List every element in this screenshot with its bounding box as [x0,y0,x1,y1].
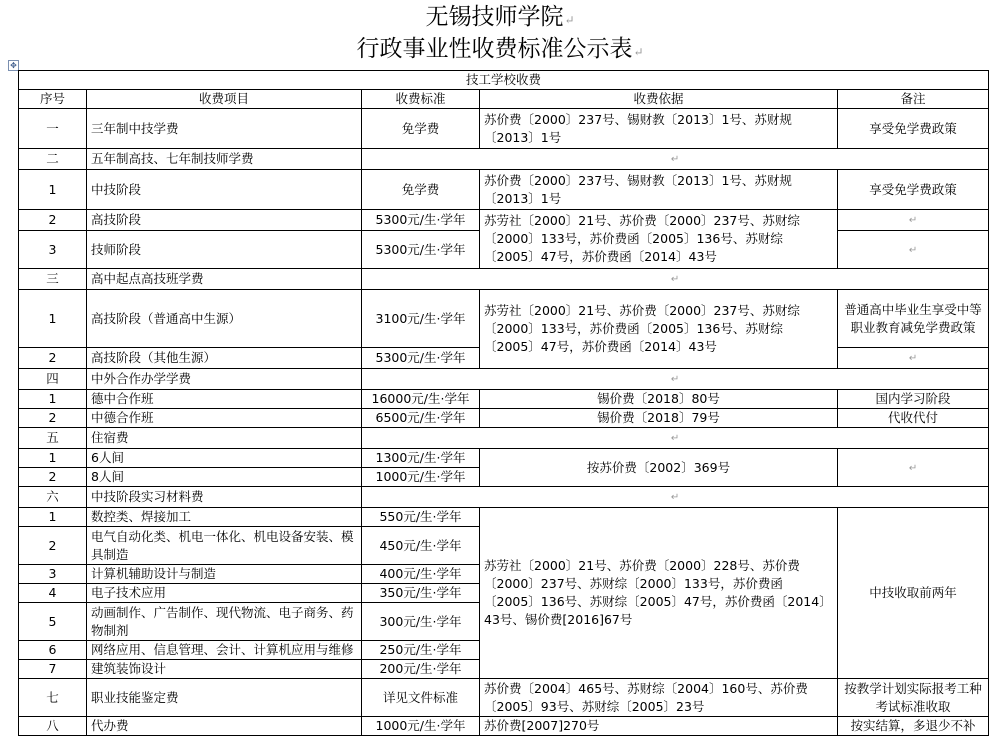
row-no: 二 [19,149,87,170]
row-note: 按教学计划实际报考工种考试标准收取 [838,679,989,717]
row-basis: 苏价费[2007]270号 [480,717,838,736]
row-empty: ↵ [362,487,989,508]
row-no: 1 [19,170,87,210]
row-note: 按实结算，多退少不补 [838,717,989,736]
table-row [19,679,989,717]
table-row [19,369,989,390]
row-item: 住宿费 [87,428,362,449]
row-basis: 苏劳社〔2000〕21号、苏价费〔2000〕228号、苏价费〔2000〕237号、苏财综〔2000〕133号，苏价费函〔2005〕136号、苏财综〔2005〕47号，苏价费函〔2014〕43号、锡价费[2016]67号 [480,508,838,679]
table-row [19,149,989,170]
row-no: 2 [19,468,87,487]
section-title: 技工学校收费 [19,71,989,90]
row-note: ↵ [838,231,989,269]
row-note: ↵ [838,210,989,231]
row-no: 3 [19,231,87,269]
row-basis: 苏价费〔2000〕237号、锡财教〔2013〕1号、苏财规〔2013〕1号 [480,170,838,210]
row-no: 四 [19,369,87,390]
header-note: 备注 [838,90,989,109]
row-no: 1 [19,449,87,468]
row-fee: 3100元/生·学年 [362,290,480,348]
row-item: 中外合作办学学费 [87,369,362,390]
row-basis: 苏劳社〔2000〕21号、苏价费〔2000〕237号、苏财综〔2000〕133号，苏价费函〔2005〕136号、苏财综〔2005〕47号，苏价费函〔2014〕43号 [480,210,838,269]
row-no: 7 [19,660,87,679]
row-item: 职业技能鉴定费 [87,679,362,717]
row-item: 高中起点高技班学费 [87,269,362,290]
row-fee: 300元/生·学年 [362,603,480,641]
header-no: 序号 [19,90,87,109]
row-no: 3 [19,565,87,584]
row-item: 网络应用、信息管理、会计、计算机应用与维修 [87,641,362,660]
row-basis: 苏价费〔2004〕465号、苏财综〔2004〕160号、苏价费〔2005〕93号、苏财综〔2005〕23号 [480,679,838,717]
row-note: 国内学习阶段 [838,390,989,409]
row-note: ↵ [838,449,989,487]
row-fee: 450元/生·学年 [362,527,480,565]
row-no: 六 [19,487,87,508]
row-item: 高技阶段 [87,210,362,231]
row-fee: 5300元/生·学年 [362,231,480,269]
row-note: 享受免学费政策 [838,170,989,210]
row-item: 数控类、焊接加工 [87,508,362,527]
row-note: 普通高中毕业生享受中等职业教育减免学费政策 [838,290,989,348]
row-item: 三年制中技学费 [87,109,362,149]
row-fee: 免学费 [362,109,480,149]
row-empty: ↵ [362,369,989,390]
table-row [19,290,989,348]
row-fee: 1000元/生·学年 [362,468,480,487]
row-no: 1 [19,508,87,527]
row-basis: 按苏价费〔2002〕369号 [480,449,838,487]
row-note: 代收代付 [838,409,989,428]
row-no: 1 [19,290,87,348]
table-header-row [19,90,989,109]
row-item: 技师阶段 [87,231,362,269]
table-row [19,390,989,409]
row-fee: 550元/生·学年 [362,508,480,527]
row-fee: 6500元/生·学年 [362,409,480,428]
table-section-row [19,71,989,90]
row-item: 电气自动化类、机电一体化、机电设备安装、模具制造 [87,527,362,565]
row-no: 4 [19,584,87,603]
row-fee: 200元/生·学年 [362,660,480,679]
row-basis: 锡价费〔2018〕79号 [480,409,838,428]
row-basis: 苏劳社〔2000〕21号、苏价费〔2000〕237号、苏财综〔2000〕133号，苏价费函〔2005〕136号、苏财综〔2005〕47号，苏价费函〔2014〕43号 [480,290,838,369]
document-title: 无锡技师学院↵ [425,4,575,30]
row-no: 七 [19,679,87,717]
header-item: 收费项目 [87,90,362,109]
row-item: 动画制作、广告制作、现代物流、电子商务、药物制剂 [87,603,362,641]
row-fee: 250元/生·学年 [362,641,480,660]
table-move-handle-icon[interactable]: ✥ [8,60,19,71]
header-basis: 收费依据 [480,90,838,109]
row-item: 建筑装饰设计 [87,660,362,679]
row-item: 德中合作班 [87,390,362,409]
row-no: 五 [19,428,87,449]
table-row [19,109,989,149]
table-row [19,428,989,449]
row-item: 电子技术应用 [87,584,362,603]
row-fee: 详见文件标准 [362,679,480,717]
row-item: 中技阶段实习材料费 [87,487,362,508]
fee-table [18,70,989,736]
row-item: 6人间 [87,449,362,468]
row-empty: ↵ [362,149,989,170]
row-no: 三 [19,269,87,290]
table-row [19,409,989,428]
table-row [19,508,989,527]
row-item: 高技阶段（普通高中生源） [87,290,362,348]
table-row [19,170,989,210]
row-item: 高技阶段（其他生源） [87,348,362,369]
table-row [19,210,989,231]
row-no: 一 [19,109,87,149]
row-item: 中技阶段 [87,170,362,210]
row-item: 计算机辅助设计与制造 [87,565,362,584]
row-no: 1 [19,390,87,409]
row-item: 8人间 [87,468,362,487]
row-no: 2 [19,527,87,565]
row-note: 享受免学费政策 [838,109,989,149]
row-no: 2 [19,348,87,369]
row-fee: 400元/生·学年 [362,565,480,584]
row-item: 中德合作班 [87,409,362,428]
row-empty: ↵ [362,428,989,449]
row-no: 2 [19,409,87,428]
row-item: 五年制高技、七年制技师学费 [87,149,362,170]
row-basis: 苏价费〔2000〕237号、锡财教〔2013〕1号、苏财规〔2013〕1号 [480,109,838,149]
document-subtitle: 行政事业性收费标准公示表↵ [356,36,644,62]
row-item: 代办费 [87,717,362,736]
row-no: 八 [19,717,87,736]
header-standard: 收费标准 [362,90,480,109]
row-note: 中技收取前两年 [838,508,989,679]
row-fee: 350元/生·学年 [362,584,480,603]
row-basis: 锡价费〔2018〕80号 [480,390,838,409]
row-no: 6 [19,641,87,660]
row-fee: 1000元/生·学年 [362,717,480,736]
row-fee: 1300元/生·学年 [362,449,480,468]
row-fee: 免学费 [362,170,480,210]
table-row [19,269,989,290]
row-note: ↵ [838,348,989,369]
row-fee: 5300元/生·学年 [362,210,480,231]
row-fee: 5300元/生·学年 [362,348,480,369]
table-row [19,449,989,468]
row-no: 5 [19,603,87,641]
table-row [19,487,989,508]
row-fee: 16000元/生·学年 [362,390,480,409]
row-no: 2 [19,210,87,231]
row-empty: ↵ [362,269,989,290]
